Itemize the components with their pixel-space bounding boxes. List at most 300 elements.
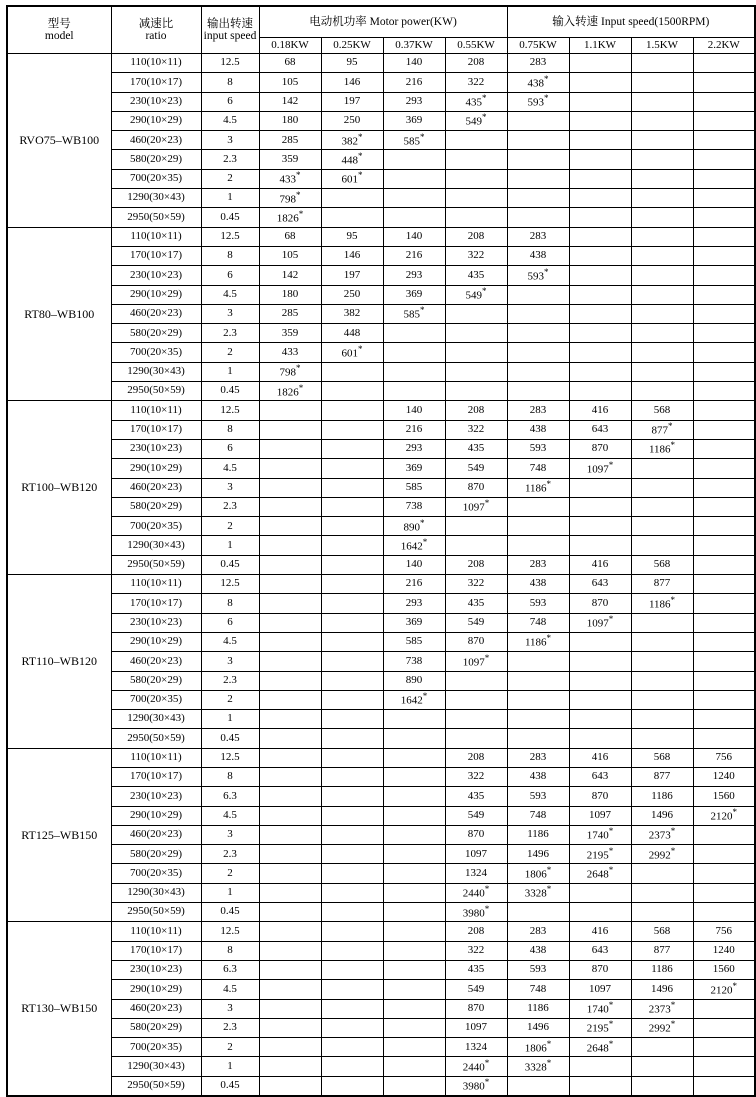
power-value-cell bbox=[259, 478, 321, 497]
power-value-cell bbox=[259, 652, 321, 671]
header-output-speed: 输出转速 input speed bbox=[201, 6, 259, 54]
power-value-cell bbox=[383, 729, 445, 748]
output-speed-cell: 12.5 bbox=[201, 922, 259, 941]
power-value-cell bbox=[693, 517, 755, 536]
power-value-cell bbox=[445, 343, 507, 362]
ratio-cell: 2950(50×59) bbox=[111, 382, 201, 401]
output-speed-cell: 8 bbox=[201, 594, 259, 613]
power-value-cell bbox=[569, 285, 631, 304]
power-value-cell: 197 bbox=[321, 266, 383, 285]
power-value-cell bbox=[569, 903, 631, 922]
power-value-cell bbox=[507, 729, 569, 748]
table-row bbox=[7, 459, 755, 478]
power-value-cell: 877 bbox=[631, 575, 693, 594]
ratio-cell: 170(10×17) bbox=[111, 594, 201, 613]
power-value-cell bbox=[445, 690, 507, 709]
ratio-cell: 2950(50×59) bbox=[111, 729, 201, 748]
power-value-cell bbox=[321, 864, 383, 883]
power-value-cell bbox=[507, 671, 569, 690]
power-value-cell: 1496 bbox=[507, 1018, 569, 1037]
power-value-cell bbox=[631, 208, 693, 227]
power-value-cell: 435 bbox=[445, 594, 507, 613]
power-value-cell bbox=[569, 343, 631, 362]
power-value-cell: 756 bbox=[693, 748, 755, 767]
power-value-cell bbox=[321, 1076, 383, 1095]
power-value-cell bbox=[383, 382, 445, 401]
power-value-cell: 293 bbox=[383, 439, 445, 458]
output-speed-cell: 4.5 bbox=[201, 285, 259, 304]
ratio-cell: 1290(30×43) bbox=[111, 883, 201, 902]
header-model: 型号 model bbox=[7, 6, 111, 54]
power-value-cell: 1097 bbox=[445, 845, 507, 864]
power-value-cell: 1186 bbox=[507, 999, 569, 1018]
table-row bbox=[7, 478, 755, 497]
table-header bbox=[7, 6, 755, 54]
table-row bbox=[7, 825, 755, 844]
power-value-cell: 382* bbox=[321, 131, 383, 150]
power-value-cell: 593* bbox=[507, 266, 569, 285]
power-value-cell: 322 bbox=[445, 767, 507, 786]
power-value-cell bbox=[321, 208, 383, 227]
power-value-cell: 1186 bbox=[631, 960, 693, 979]
power-value-cell bbox=[259, 632, 321, 651]
power-value-cell bbox=[693, 246, 755, 265]
power-value-cell bbox=[383, 941, 445, 960]
power-value-cell: 1740* bbox=[569, 825, 631, 844]
power-value-cell bbox=[693, 382, 755, 401]
output-speed-cell: 0.45 bbox=[201, 729, 259, 748]
power-value-cell: 283 bbox=[507, 555, 569, 574]
power-value-cell bbox=[569, 227, 631, 246]
power-value-cell: 1186 bbox=[507, 825, 569, 844]
power-value-cell: 95 bbox=[321, 227, 383, 246]
ratio-cell: 230(10×23) bbox=[111, 92, 201, 111]
power-value-cell bbox=[383, 864, 445, 883]
power-value-cell bbox=[507, 208, 569, 227]
power-value-cell bbox=[383, 1076, 445, 1095]
output-speed-cell: 2.3 bbox=[201, 671, 259, 690]
power-value-cell bbox=[693, 671, 755, 690]
power-value-cell: 1097 bbox=[569, 806, 631, 825]
power-value-cell bbox=[259, 767, 321, 786]
power-value-cell bbox=[569, 632, 631, 651]
power-value-cell bbox=[259, 729, 321, 748]
power-value-cell bbox=[631, 111, 693, 130]
output-speed-cell: 12.5 bbox=[201, 748, 259, 767]
power-value-cell bbox=[569, 671, 631, 690]
power-value-cell bbox=[569, 169, 631, 188]
power-value-cell: 738 bbox=[383, 497, 445, 516]
output-speed-cell: 6 bbox=[201, 266, 259, 285]
ratio-cell: 1290(30×43) bbox=[111, 189, 201, 208]
power-value-cell: 208 bbox=[445, 748, 507, 767]
power-value-cell: 1496 bbox=[631, 980, 693, 999]
power-value-cell: 369 bbox=[383, 613, 445, 632]
power-value-cell bbox=[321, 575, 383, 594]
power-value-cell bbox=[321, 729, 383, 748]
output-speed-cell: 6.3 bbox=[201, 960, 259, 979]
power-value-cell: 1324 bbox=[445, 1038, 507, 1057]
power-value-cell: 283 bbox=[507, 54, 569, 73]
power-value-cell bbox=[693, 1057, 755, 1076]
power-value-cell bbox=[631, 613, 693, 632]
power-value-cell: 1826* bbox=[259, 208, 321, 227]
power-value-cell bbox=[259, 825, 321, 844]
power-value-cell bbox=[693, 169, 755, 188]
power-value-cell: 593 bbox=[507, 960, 569, 979]
output-speed-cell: 1 bbox=[201, 536, 259, 555]
power-value-cell bbox=[693, 729, 755, 748]
power-value-cell bbox=[693, 111, 755, 130]
power-value-cell bbox=[631, 1038, 693, 1057]
output-speed-cell: 3 bbox=[201, 825, 259, 844]
power-value-cell bbox=[693, 1038, 755, 1057]
ratio-cell: 1290(30×43) bbox=[111, 710, 201, 729]
header-kw-5: 1.1KW bbox=[569, 38, 631, 54]
power-value-cell bbox=[693, 652, 755, 671]
power-value-cell: 877 bbox=[631, 767, 693, 786]
ratio-cell: 230(10×23) bbox=[111, 439, 201, 458]
output-speed-cell: 1 bbox=[201, 883, 259, 902]
power-value-cell: 643 bbox=[569, 941, 631, 960]
table-row bbox=[7, 343, 755, 362]
power-value-cell: 2440* bbox=[445, 1057, 507, 1076]
table-row bbox=[7, 246, 755, 265]
power-value-cell: 2373* bbox=[631, 825, 693, 844]
table-row bbox=[7, 517, 755, 536]
power-value-cell bbox=[569, 324, 631, 343]
output-speed-cell: 6 bbox=[201, 439, 259, 458]
power-value-cell bbox=[693, 845, 755, 864]
power-value-cell: 105 bbox=[259, 246, 321, 265]
ratio-cell: 110(10×11) bbox=[111, 748, 201, 767]
ratio-cell: 230(10×23) bbox=[111, 613, 201, 632]
power-value-cell: 435 bbox=[445, 266, 507, 285]
power-value-cell bbox=[383, 150, 445, 169]
power-value-cell bbox=[259, 517, 321, 536]
table-row bbox=[7, 150, 755, 169]
power-value-cell bbox=[321, 189, 383, 208]
power-value-cell: 601* bbox=[321, 343, 383, 362]
power-value-cell bbox=[259, 671, 321, 690]
power-value-cell bbox=[321, 1038, 383, 1057]
power-value-cell bbox=[507, 169, 569, 188]
power-value-cell: 140 bbox=[383, 54, 445, 73]
power-value-cell: 435 bbox=[445, 787, 507, 806]
table-row bbox=[7, 903, 755, 922]
power-value-cell bbox=[321, 362, 383, 381]
ratio-cell: 1290(30×43) bbox=[111, 536, 201, 555]
power-value-cell bbox=[259, 748, 321, 767]
power-value-cell bbox=[321, 806, 383, 825]
power-value-cell: 870 bbox=[569, 960, 631, 979]
power-value-cell: 748 bbox=[507, 459, 569, 478]
power-value-cell: 68 bbox=[259, 54, 321, 73]
power-value-cell bbox=[569, 690, 631, 709]
power-value-cell bbox=[569, 304, 631, 323]
power-value-cell bbox=[321, 632, 383, 651]
power-value-cell bbox=[569, 189, 631, 208]
power-value-cell bbox=[259, 459, 321, 478]
output-speed-cell: 2 bbox=[201, 1038, 259, 1057]
power-value-cell bbox=[693, 536, 755, 555]
table-row bbox=[7, 1076, 755, 1095]
power-value-cell bbox=[321, 652, 383, 671]
power-value-cell: 435 bbox=[445, 439, 507, 458]
power-value-cell bbox=[631, 343, 693, 362]
power-value-cell: 1496 bbox=[507, 845, 569, 864]
power-value-cell: 2648* bbox=[569, 1038, 631, 1057]
power-value-cell bbox=[569, 362, 631, 381]
power-value-cell bbox=[259, 536, 321, 555]
power-value-cell bbox=[631, 1076, 693, 1095]
power-value-cell: 2120* bbox=[693, 980, 755, 999]
power-value-cell: 870 bbox=[445, 478, 507, 497]
power-value-cell: 870 bbox=[569, 594, 631, 613]
table-row bbox=[7, 690, 755, 709]
power-value-cell bbox=[693, 864, 755, 883]
power-value-cell: 3328* bbox=[507, 883, 569, 902]
ratio-cell: 230(10×23) bbox=[111, 266, 201, 285]
power-value-cell bbox=[693, 883, 755, 902]
power-value-cell bbox=[631, 189, 693, 208]
table-row bbox=[7, 227, 755, 246]
table-row bbox=[7, 111, 755, 130]
power-value-cell bbox=[321, 594, 383, 613]
power-value-cell bbox=[259, 1038, 321, 1057]
power-value-cell bbox=[631, 73, 693, 92]
power-value-cell: 435 bbox=[445, 960, 507, 979]
power-value-cell bbox=[693, 285, 755, 304]
power-value-cell bbox=[321, 671, 383, 690]
power-value-cell bbox=[631, 690, 693, 709]
power-value-cell: 369 bbox=[383, 459, 445, 478]
power-value-cell: 322 bbox=[445, 575, 507, 594]
power-value-cell: 180 bbox=[259, 285, 321, 304]
power-value-cell: 870 bbox=[569, 787, 631, 806]
table-row bbox=[7, 324, 755, 343]
ratio-cell: 1290(30×43) bbox=[111, 362, 201, 381]
power-value-cell: 748 bbox=[507, 980, 569, 999]
power-value-cell: 283 bbox=[507, 748, 569, 767]
power-value-cell bbox=[693, 1076, 755, 1095]
power-value-cell: 1496 bbox=[631, 806, 693, 825]
power-value-cell bbox=[259, 555, 321, 574]
table-row bbox=[7, 1057, 755, 1076]
table-row bbox=[7, 536, 755, 555]
table-row bbox=[7, 555, 755, 574]
power-value-cell bbox=[631, 92, 693, 111]
power-value-cell bbox=[569, 111, 631, 130]
power-value-cell bbox=[693, 497, 755, 516]
header-kw-0: 0.18KW bbox=[259, 38, 321, 54]
power-value-cell bbox=[259, 1076, 321, 1095]
power-value-cell: 1240 bbox=[693, 767, 755, 786]
table-row bbox=[7, 362, 755, 381]
power-value-cell bbox=[445, 362, 507, 381]
ratio-cell: 290(10×29) bbox=[111, 806, 201, 825]
power-value-cell: 593 bbox=[507, 439, 569, 458]
power-value-cell bbox=[321, 960, 383, 979]
table-row bbox=[7, 671, 755, 690]
ratio-cell: 2950(50×59) bbox=[111, 208, 201, 227]
power-value-cell bbox=[693, 208, 755, 227]
output-speed-cell: 0.45 bbox=[201, 903, 259, 922]
table-row bbox=[7, 92, 755, 111]
power-value-cell bbox=[569, 73, 631, 92]
ratio-cell: 290(10×29) bbox=[111, 459, 201, 478]
power-value-cell bbox=[259, 690, 321, 709]
power-value-cell bbox=[569, 1057, 631, 1076]
power-value-cell: 1740* bbox=[569, 999, 631, 1018]
table-row bbox=[7, 420, 755, 439]
table-row bbox=[7, 999, 755, 1018]
power-value-cell: 756 bbox=[693, 922, 755, 941]
power-value-cell bbox=[693, 343, 755, 362]
table-row bbox=[7, 845, 755, 864]
power-value-cell bbox=[693, 1018, 755, 1037]
power-value-cell: 1186 bbox=[631, 787, 693, 806]
power-value-cell bbox=[631, 1057, 693, 1076]
table-row bbox=[7, 497, 755, 516]
table-row bbox=[7, 613, 755, 632]
output-speed-cell: 2 bbox=[201, 517, 259, 536]
power-value-cell bbox=[569, 1076, 631, 1095]
ratio-cell: 580(20×29) bbox=[111, 671, 201, 690]
power-value-cell bbox=[631, 362, 693, 381]
power-value-cell bbox=[569, 131, 631, 150]
power-value-cell bbox=[631, 652, 693, 671]
table-row bbox=[7, 922, 755, 941]
power-value-cell: 2195* bbox=[569, 845, 631, 864]
ratio-cell: 460(20×23) bbox=[111, 304, 201, 323]
power-value-cell: 593 bbox=[507, 594, 569, 613]
ratio-cell: 2950(50×59) bbox=[111, 1076, 201, 1095]
power-value-cell bbox=[321, 922, 383, 941]
power-value-cell: 438* bbox=[507, 73, 569, 92]
power-value-cell bbox=[383, 806, 445, 825]
power-value-cell: 208 bbox=[445, 401, 507, 420]
ratio-cell: 110(10×11) bbox=[111, 575, 201, 594]
table-row bbox=[7, 575, 755, 594]
power-value-cell bbox=[445, 131, 507, 150]
power-value-cell: 549* bbox=[445, 111, 507, 130]
power-value-cell bbox=[693, 478, 755, 497]
ratio-cell: 230(10×23) bbox=[111, 787, 201, 806]
power-value-cell bbox=[383, 1057, 445, 1076]
power-value-cell bbox=[569, 883, 631, 902]
power-value-cell: 435* bbox=[445, 92, 507, 111]
power-value-cell bbox=[693, 420, 755, 439]
power-value-cell bbox=[321, 787, 383, 806]
output-speed-cell: 8 bbox=[201, 767, 259, 786]
power-value-cell bbox=[693, 439, 755, 458]
power-value-cell: 568 bbox=[631, 401, 693, 420]
table-row bbox=[7, 980, 755, 999]
power-value-cell bbox=[507, 536, 569, 555]
table-row bbox=[7, 594, 755, 613]
power-value-cell bbox=[631, 517, 693, 536]
power-value-cell bbox=[507, 131, 569, 150]
header-input-speed-group: 输入转速 Input speed(1500RPM) bbox=[507, 6, 755, 38]
power-value-cell bbox=[569, 517, 631, 536]
power-value-cell: 1097 bbox=[569, 980, 631, 999]
power-value-cell: 2992* bbox=[631, 1018, 693, 1037]
power-value-cell: 585* bbox=[383, 304, 445, 323]
table-row bbox=[7, 54, 755, 73]
power-value-cell bbox=[321, 439, 383, 458]
power-value-cell: 180 bbox=[259, 111, 321, 130]
output-speed-cell: 2 bbox=[201, 343, 259, 362]
power-value-cell bbox=[569, 54, 631, 73]
output-speed-cell: 6 bbox=[201, 92, 259, 111]
power-value-cell: 1806* bbox=[507, 1038, 569, 1057]
power-value-cell: 593 bbox=[507, 787, 569, 806]
power-value-cell: 448 bbox=[321, 324, 383, 343]
power-value-cell: 208 bbox=[445, 922, 507, 941]
model-cell: RT110–WB120 bbox=[7, 575, 111, 749]
power-value-cell: 1186* bbox=[507, 632, 569, 651]
power-value-cell bbox=[383, 362, 445, 381]
power-value-cell: 438 bbox=[507, 941, 569, 960]
power-value-cell bbox=[631, 285, 693, 304]
output-speed-cell: 3 bbox=[201, 478, 259, 497]
power-value-cell bbox=[693, 594, 755, 613]
ratio-cell: 580(20×29) bbox=[111, 845, 201, 864]
power-value-cell: 146 bbox=[321, 73, 383, 92]
model-cell: RT130–WB150 bbox=[7, 922, 111, 1096]
output-speed-cell: 2.3 bbox=[201, 845, 259, 864]
ratio-cell: 700(20×35) bbox=[111, 343, 201, 362]
output-speed-cell: 1 bbox=[201, 1057, 259, 1076]
power-value-cell: 1097* bbox=[445, 652, 507, 671]
power-value-cell: 285 bbox=[259, 131, 321, 150]
power-value-cell bbox=[321, 401, 383, 420]
output-speed-cell: 2 bbox=[201, 864, 259, 883]
output-speed-cell: 3 bbox=[201, 999, 259, 1018]
power-value-cell bbox=[445, 208, 507, 227]
power-value-cell: 568 bbox=[631, 555, 693, 574]
power-value-cell bbox=[321, 1018, 383, 1037]
power-value-cell bbox=[569, 497, 631, 516]
ratio-cell: 460(20×23) bbox=[111, 478, 201, 497]
output-speed-cell: 0.45 bbox=[201, 382, 259, 401]
power-value-cell bbox=[693, 903, 755, 922]
power-value-cell: 3328* bbox=[507, 1057, 569, 1076]
power-value-cell: 549 bbox=[445, 613, 507, 632]
power-value-cell bbox=[445, 729, 507, 748]
power-value-cell bbox=[321, 536, 383, 555]
power-value-cell bbox=[259, 845, 321, 864]
output-speed-cell: 4.5 bbox=[201, 632, 259, 651]
table-row bbox=[7, 208, 755, 227]
power-value-cell bbox=[693, 150, 755, 169]
power-value-cell bbox=[383, 324, 445, 343]
power-value-cell: 870 bbox=[445, 825, 507, 844]
power-value-cell: 433 bbox=[259, 343, 321, 362]
power-value-cell bbox=[321, 941, 383, 960]
power-value-cell bbox=[383, 169, 445, 188]
table-row bbox=[7, 382, 755, 401]
power-value-cell bbox=[569, 652, 631, 671]
power-value-cell bbox=[383, 343, 445, 362]
ratio-cell: 230(10×23) bbox=[111, 960, 201, 979]
power-value-cell bbox=[569, 382, 631, 401]
output-speed-cell: 8 bbox=[201, 420, 259, 439]
power-value-cell bbox=[631, 536, 693, 555]
power-value-cell bbox=[259, 960, 321, 979]
power-value-cell bbox=[693, 825, 755, 844]
